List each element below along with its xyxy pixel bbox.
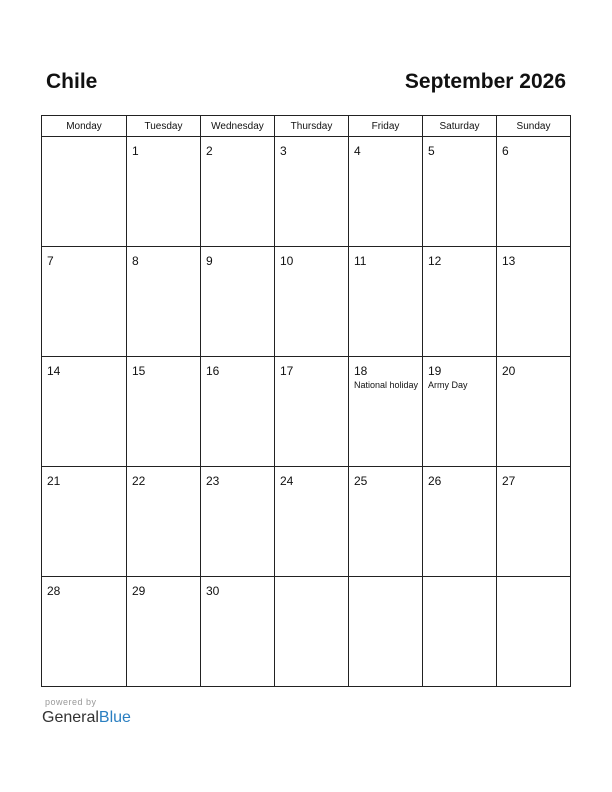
weekday-header: Tuesday — [127, 116, 201, 137]
week-row — [42, 577, 571, 687]
day-cell — [42, 357, 127, 467]
logo-text-general: General — [42, 709, 99, 726]
day-number: 11 — [354, 254, 367, 268]
day-number: 2 — [206, 144, 213, 158]
day-number: 16 — [206, 364, 220, 378]
day-number: 6 — [502, 144, 509, 158]
day-number: 24 — [280, 474, 294, 488]
month-title: September 2026 — [404, 70, 566, 93]
day-number: 13 — [502, 254, 516, 268]
week-row — [42, 137, 571, 247]
day-number: 23 — [206, 474, 220, 488]
day-cell — [423, 247, 497, 357]
day-cell — [423, 577, 497, 687]
day-number: 10 — [280, 254, 294, 268]
weekday-header: Saturday — [423, 116, 497, 137]
weekday-header: Wednesday — [201, 116, 275, 137]
logo-text-blue: Blue — [98, 709, 131, 726]
day-cell — [201, 137, 275, 247]
day-cell — [349, 137, 423, 247]
day-cell — [497, 137, 571, 247]
day-cell — [127, 247, 201, 357]
day-cell — [423, 467, 497, 577]
day-number: 7 — [47, 254, 54, 268]
day-number: 12 — [428, 254, 442, 268]
weekday-header: Friday — [349, 116, 423, 137]
day-cell — [127, 577, 201, 687]
day-cell — [201, 577, 275, 687]
day-cell — [42, 247, 127, 357]
day-number: 21 — [47, 474, 61, 488]
week-row — [42, 357, 571, 467]
day-cell — [275, 247, 349, 357]
day-cell — [423, 357, 497, 467]
week-row — [42, 467, 571, 577]
week-row — [42, 247, 571, 357]
day-cell — [275, 357, 349, 467]
holiday-label: National holiday — [354, 380, 419, 390]
day-number: 25 — [354, 474, 368, 488]
day-cell — [349, 467, 423, 577]
day-number: 30 — [206, 584, 220, 598]
generalblue-logo[interactable] — [42, 709, 131, 727]
day-cell — [127, 137, 201, 247]
day-number: 18 — [354, 364, 368, 378]
day-cell — [497, 357, 571, 467]
day-cell — [275, 137, 349, 247]
day-number: 8 — [132, 254, 139, 268]
day-cell — [127, 357, 201, 467]
day-cell — [497, 247, 571, 357]
day-number: 9 — [206, 254, 213, 268]
day-cell — [423, 137, 497, 247]
day-number: 17 — [280, 364, 294, 378]
day-cell — [275, 577, 349, 687]
day-number: 19 — [428, 364, 442, 378]
day-number: 3 — [280, 144, 287, 158]
day-number: 28 — [47, 584, 61, 598]
country-title: Chile — [46, 70, 98, 93]
holiday-label: Army Day — [428, 380, 468, 390]
day-cell — [42, 577, 127, 687]
weekday-header: Sunday — [497, 116, 571, 137]
weekday-header-row — [42, 116, 571, 137]
day-cell — [349, 577, 423, 687]
day-number: 15 — [132, 364, 146, 378]
day-number: 20 — [502, 364, 516, 378]
weekday-header: Monday — [42, 116, 127, 137]
day-number: 4 — [354, 144, 361, 158]
day-number: 29 — [132, 584, 146, 598]
calendar-grid — [41, 115, 571, 687]
day-cell — [349, 247, 423, 357]
day-cell — [201, 467, 275, 577]
day-number: 14 — [47, 364, 61, 378]
day-cell — [275, 467, 349, 577]
day-cell — [201, 357, 275, 467]
day-cell — [127, 467, 201, 577]
day-number: 26 — [428, 474, 442, 488]
day-number: 1 — [132, 144, 139, 158]
day-cell — [42, 467, 127, 577]
day-cell — [349, 357, 423, 467]
day-cell — [201, 247, 275, 357]
day-number: 5 — [428, 144, 435, 158]
day-number: 22 — [132, 474, 146, 488]
day-cell — [497, 577, 571, 687]
day-cell — [497, 467, 571, 577]
weekday-header: Thursday — [275, 116, 349, 137]
powered-by-label: powered by — [45, 697, 97, 707]
day-number: 27 — [502, 474, 516, 488]
day-cell — [42, 137, 127, 247]
